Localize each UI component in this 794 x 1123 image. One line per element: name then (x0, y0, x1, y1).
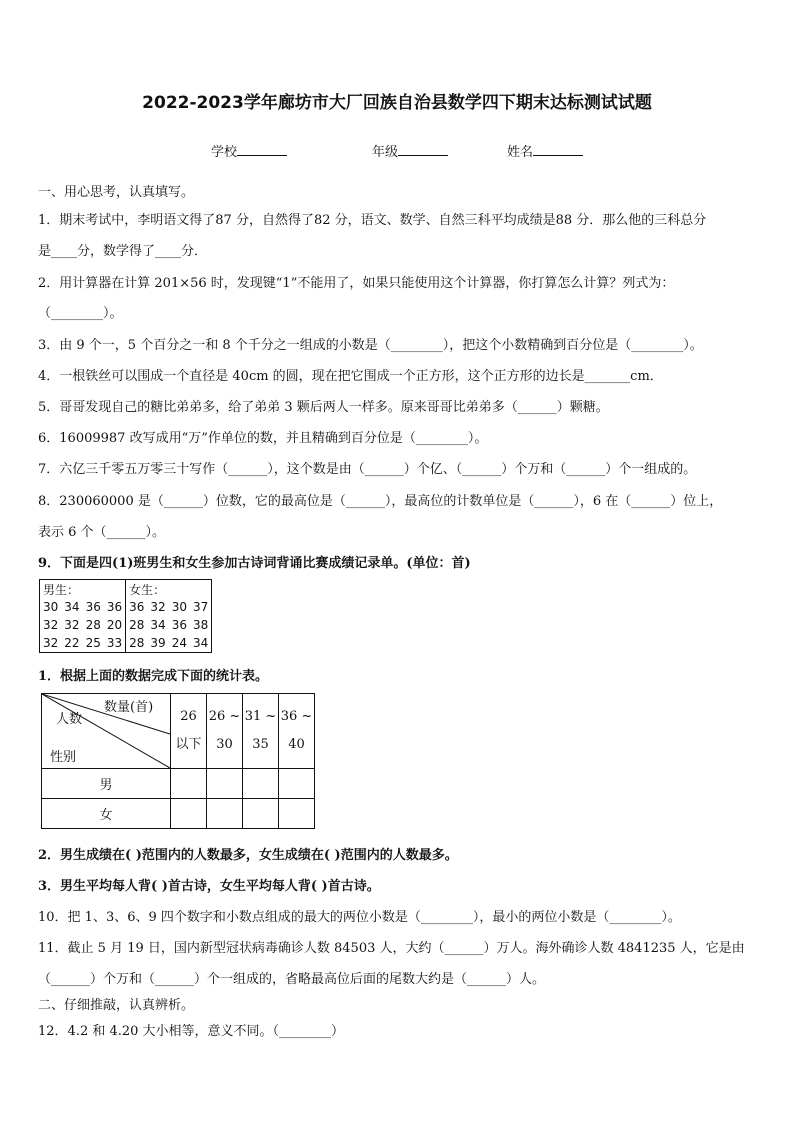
question-1-line-2: 是____分，数学得了____分． (38, 244, 208, 259)
table-cell: 34 (192, 636, 209, 650)
answer-cell[interactable] (279, 769, 315, 799)
answer-cell[interactable] (171, 769, 207, 799)
school-field[interactable] (211, 141, 287, 160)
answer-cell[interactable] (207, 799, 243, 829)
school-blank[interactable] (237, 143, 287, 156)
sub-question-3: 3．男生平均每人背( )首古诗，女生平均每人背( )首古诗。 (38, 879, 380, 894)
table-cell: 32 (64, 618, 80, 632)
table-cell: 34 (64, 600, 80, 614)
table-cell: 32 (43, 636, 59, 650)
page-title: 2022-2023学年廊坊市大厂回族自治县数学四下期末达标测试试题 (142, 93, 652, 113)
question-11-line-1: 11．截止 5 月 19 日，国内新型冠状病毒确诊人数 84503 人，大约（______）万人。海外确诊人数 4841235 人，它是由 (38, 941, 745, 956)
answer-cell[interactable] (243, 799, 279, 829)
table-cell: 33 (106, 636, 123, 650)
column-header-line-1: 36 ~ (280, 709, 313, 724)
column-header-line-2: 以下 (175, 737, 202, 752)
table-cell: 28 (129, 618, 145, 632)
table-cell: 36 (171, 618, 187, 632)
diag-bottom-label: 性别 (50, 750, 77, 765)
answer-cell[interactable] (207, 769, 243, 799)
column-header-line-1: 26 ~ (208, 709, 241, 724)
answer-cell[interactable] (171, 799, 207, 829)
table-cell: 36 (85, 600, 101, 614)
column-header (207, 694, 243, 769)
table-cell: 32 (43, 618, 59, 632)
question-8-line-2: 表示 6 个（______）。 (38, 525, 166, 540)
table-cell: 32 (150, 600, 166, 614)
table-cell: 37 (192, 600, 209, 614)
table-cell: 38 (192, 618, 209, 632)
table-row (126, 634, 211, 652)
school-label: 学校 (211, 145, 238, 160)
question-8-line-1: 8．230060000 是（______）位数，它的最高位是（______），最高位的计数单位是（______），6 在（______）位上， (38, 494, 723, 509)
table-row (40, 598, 125, 616)
sub-question-2: 2．男生成绩在( )范围内的人数最多，女生成绩在( )范围内的人数最多。 (38, 848, 458, 863)
question-4: 4．一根铁丝可以围成一个直径是 40cm 的圆，现在把它围成一个正方形，这个正方形的边长是_______cm． (38, 369, 663, 384)
answer-cell[interactable] (243, 769, 279, 799)
answer-cell[interactable] (279, 799, 315, 829)
question-6: 6．16009987 改写成用“万”作单位的数，并且精确到百分位是（________）。 (38, 431, 488, 446)
score-record-table (39, 579, 212, 653)
table-cell: 22 (64, 636, 80, 650)
grade-field[interactable] (372, 141, 448, 160)
table-cell: 20 (106, 618, 123, 632)
table-cell: 24 (171, 636, 187, 650)
column-header (279, 694, 315, 769)
column-header-line-1: 31 ~ (244, 709, 277, 724)
sub-question-1: 1．根据上面的数据完成下面的统计表。 (38, 669, 269, 684)
question-1-line-1: 1．期末考试中，李明语文得了87 分，自然得了82 分，语文、数学、自然三科平均成绩是88 分．那么他的三科总分 (38, 213, 707, 228)
statistics-table (41, 693, 315, 829)
table-cell: 34 (150, 618, 166, 632)
girls-label: 女生： (129, 583, 166, 597)
question-5: 5．哥哥发现自己的糖比弟弟多，给了弟弟 3 颗后两人一样多。原来哥哥比弟弟多（______）颗糖。 (38, 400, 609, 415)
table-cell: 30 (171, 600, 187, 614)
table-row (40, 634, 125, 652)
diag-top-label: 数量(首) (104, 700, 154, 715)
name-blank[interactable] (533, 143, 583, 156)
boys-label: 男生： (43, 583, 80, 597)
table-row (126, 616, 211, 634)
girls-block (126, 580, 212, 653)
table-row (126, 598, 211, 616)
column-header (243, 694, 279, 769)
question-2-line-1: 2．用计算器在计算 201×56 时，发现键“1”不能用了，如果只能使用这个计算器，你打算怎么计算？列式为： (38, 276, 675, 291)
column-header-line-1: 26 (180, 709, 197, 724)
column-header-line-2: 40 (288, 737, 305, 752)
row-label-girls: 女 (42, 799, 171, 829)
row-label-boys: 男 (42, 769, 171, 799)
table-cell: 25 (85, 636, 101, 650)
question-2-line-2: （________）。 (38, 306, 123, 321)
table-cell: 36 (106, 600, 123, 614)
table-row (42, 799, 315, 829)
section-2-heading: 二、仔细推敲，认真辨析。 (38, 998, 195, 1013)
question-3: 3．由 9 个一，5 个百分之一和 8 个千分之一组成的小数是（________），把这个小数精确到百分位是（________）。 (38, 338, 703, 353)
name-field[interactable] (507, 141, 583, 160)
table-cell: 28 (129, 636, 145, 650)
table-row (40, 616, 125, 634)
diag-mid-label: 人数 (56, 712, 83, 727)
name-label: 姓名 (507, 145, 534, 160)
question-12: 12．4.2 和 4.20 大小相等，意义不同。（________） (38, 1024, 345, 1039)
question-11-line-2: （______）个万和（______）个一组成的，省略最高位后面的尾数大约是（______）人。 (38, 972, 546, 987)
question-10: 10．把 1、3、6、9 四个数字和小数点组成的最大的两位小数是（________），最小的两位小数是（________）。 (38, 910, 681, 925)
diagonal-header-cell (42, 694, 171, 769)
table-cell: 36 (129, 600, 145, 614)
grade-label: 年级 (372, 145, 399, 160)
table-row (42, 769, 315, 799)
table-cell: 39 (150, 636, 166, 650)
table-cell: 28 (85, 618, 101, 632)
boys-block (40, 580, 126, 653)
column-header-line-2: 35 (252, 737, 269, 752)
question-9: 9．下面是四(1)班男生和女生参加古诗词背诵比赛成绩记录单。(单位：首) (38, 556, 471, 571)
table-cell: 30 (43, 600, 59, 614)
column-header (171, 694, 207, 769)
column-header-line-2: 30 (216, 737, 233, 752)
section-1-heading: 一、用心思考，认真填写。 (38, 185, 195, 200)
grade-blank[interactable] (398, 143, 448, 156)
question-7: 7．六亿三千零五万零三十写作（______），这个数是由（______）个亿、（______）个万和（______）个一组成的。 (38, 462, 697, 477)
